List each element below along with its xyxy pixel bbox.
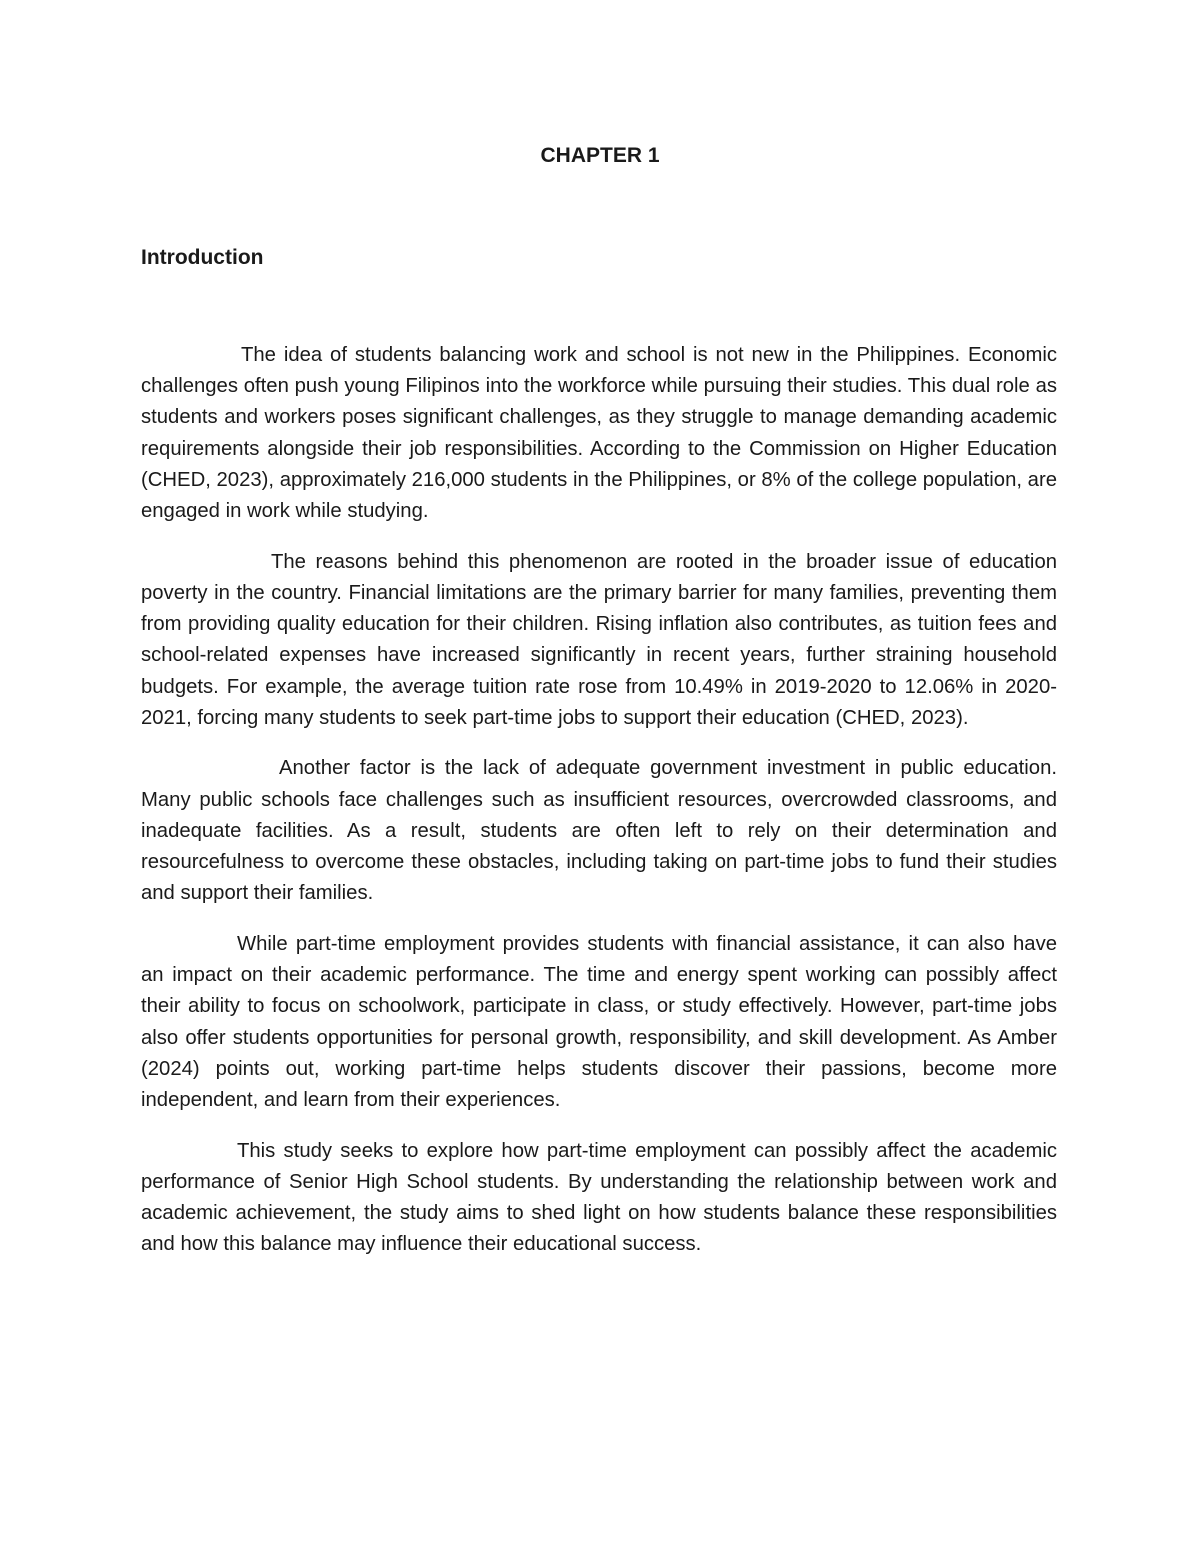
chapter-title: CHAPTER 1 — [540, 144, 660, 167]
paragraph-1: The idea of students balancing work and school is not new in the Philippines. Economic challenges often push young Filipinos into the workforce while pursuing their studies. This dual role as students and workers poses significant challenges, as they struggle to manage demanding academic requirements alongside their job responsibilities. According to the Commission on Higher Education (CHED, 2023), approximately 216,000 students in the Philippines, or 8% of the college population, are engaged in work while studying. — [141, 344, 1057, 523]
body-text — [141, 340, 1057, 1280]
paragraph-5: This study seeks to explore how part-time employment can possibly affect the academic performance of Senior High School students. By understanding the relationship between work and academic achievement, the study aims to shed light on how students balance these responsibilities and how this balance may influence their educational success. — [141, 1139, 1057, 1256]
paragraph-4: While part-time employment provides students with financial assistance, it can also have an impact on their academic performance. The time and energy spent working can possibly affect their ability to focus on schoolwork, participate in class, or study effectively. However, part-time jobs also offer students opportunities for personal growth, responsibility, and skill development. As Amber (2024) points out, working part-time helps students discover their passions, become more independent, and learn from their experiences. — [141, 932, 1057, 1111]
paragraph-3: Another factor is the lack of adequate government investment in public education. Many public schools face challenges such as insufficient resources, overcrowded classrooms, and inadequate facilities. As a result, students are often left to rely on their determination and resourcefulness to overcome these obstacles, including taking on part-time jobs to fund their studies and support their families. — [141, 757, 1057, 905]
section-heading: Introduction — [141, 246, 264, 269]
paragraph-2: The reasons behind this phenomenon are rooted in the broader issue of education poverty in the country. Financial limitations are the primary barrier for many families, preventing them from providing quality education for their children. Rising inflation also contributes, as tuition fees and school-related expenses have increased significantly in recent years, further straining household budgets. For example, the average tuition rate rose from 10.49% in 2019-2020 to 12.06% in 2020-2021, forcing many students to seek part-time jobs to support their education (CHED, 2023). — [141, 550, 1057, 729]
